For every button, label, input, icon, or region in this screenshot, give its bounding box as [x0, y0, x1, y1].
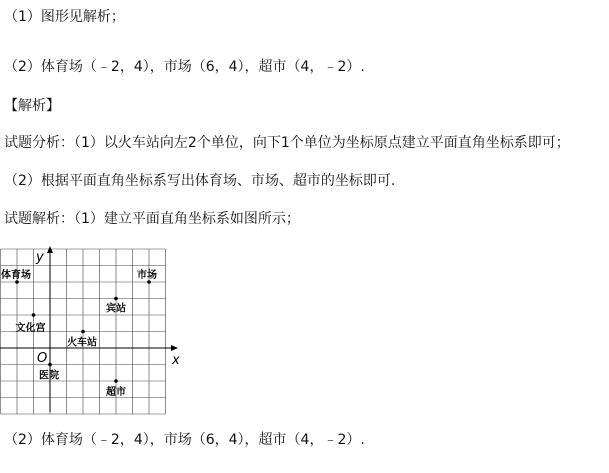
analysis-line-2: （2）根据平面直角坐标系写出体育场、市场、超市的坐标即可. — [4, 173, 396, 189]
place-label: 火车站 — [67, 337, 97, 349]
final-answer-line: （2）体育场（﹣2，4），市场（6，4），超市（4，﹣2）. — [4, 432, 365, 448]
place-label: 宾站 — [106, 303, 126, 315]
answer-line-1: （1）图形见解析； — [4, 9, 125, 25]
place-point — [81, 330, 85, 334]
y-axis-arrow — [47, 246, 53, 253]
place-point — [114, 379, 118, 383]
place-point — [32, 313, 36, 317]
x-axis-label: x — [172, 353, 180, 368]
place-label: 文化宫 — [15, 323, 46, 334]
x-axis-arrow — [171, 345, 178, 351]
place-label: 医院 — [39, 370, 59, 382]
coordinate-plane — [0, 242, 200, 422]
place-points — [1, 268, 157, 398]
place-label: 体育场 — [1, 270, 31, 281]
answer-line-2: （2）体育场（﹣2，4），市场（6，4），超市（4，﹣2）. — [4, 59, 365, 75]
place-label: 超市 — [106, 387, 126, 398]
origin-label: O — [37, 351, 48, 366]
place-point — [48, 363, 52, 367]
analysis-line-1: 试题分析：（1）以火车站向左2个单位，向下1个单位为坐标原点建立平面直角坐标系即可； — [4, 135, 570, 151]
place-label: 市场 — [137, 270, 157, 281]
analysis-header: 【解析】 — [4, 98, 60, 114]
place-point — [114, 297, 118, 301]
coordinate-figure — [0, 242, 200, 426]
analysis-line-3: 试题解析：（1）建立平面直角坐标系如图所示； — [4, 211, 300, 227]
y-axis-label: y — [36, 250, 44, 265]
